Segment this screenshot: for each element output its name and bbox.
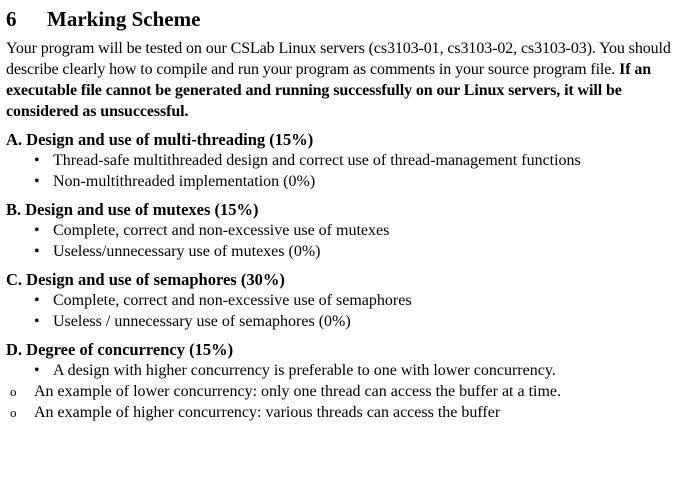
list-item-text: Thread-safe multithreaded design and correct use of thread-management functions	[53, 152, 581, 169]
bullet-list	[6, 290, 690, 332]
sub-bullet-list	[6, 381, 690, 423]
section-heading	[6, 6, 690, 32]
sub-list-item-text: An example of higher concurrency: various threads can access the buffer	[34, 404, 501, 421]
criterion-c	[6, 269, 690, 332]
bullet-list	[6, 220, 690, 262]
bullet-icon: •	[34, 152, 40, 169]
list-item-text: Complete, correct and non-excessive use of semaphores	[53, 292, 412, 309]
sub-list-item	[0, 402, 690, 423]
criterion-title: A. Design and use of multi-threading (15%)	[6, 130, 314, 149]
intro-paragraph	[6, 38, 690, 122]
sub-list-item-text: An example of lower concurrency: only one thread can access the buffer at a time.	[34, 383, 562, 400]
criterion-a	[6, 129, 690, 192]
criterion-b	[6, 199, 690, 262]
criterion-title: B. Design and use of mutexes (15%)	[6, 200, 259, 219]
list-item	[6, 171, 690, 192]
document-page	[6, 0, 690, 423]
bullet-icon: •	[34, 292, 40, 309]
list-item-text: Non-multithreaded implementation (0%)	[53, 173, 316, 190]
bullet-icon: •	[34, 222, 40, 239]
bullet-list	[6, 360, 690, 381]
list-item	[6, 150, 690, 171]
sub-bullet-icon: o	[10, 384, 17, 399]
bullet-icon: •	[34, 313, 40, 330]
criterion-title: C. Design and use of semaphores (30%)	[6, 270, 285, 289]
section-title: Marking Scheme	[47, 7, 201, 31]
intro-text: Your program will be tested on our CSLab Linux servers (cs3103-01, cs3103-02, cs3103-03). You should describe clearly how to compile and run your program as comments in your source program file.	[6, 40, 671, 78]
criterion-d	[6, 339, 690, 423]
bullet-icon: •	[34, 362, 40, 379]
bullet-list	[6, 150, 690, 192]
intro-bold-text: If an executable file cannot be generated and running successfully on our Linux servers, it will be considered as unsuccessful.	[6, 61, 652, 120]
list-item-text: Complete, correct and non-excessive use of mutexes	[53, 222, 390, 239]
list-item	[6, 241, 690, 262]
section-number: 6	[6, 7, 17, 31]
list-item-text: Useless/unnecessary use of mutexes (0%)	[53, 243, 321, 260]
list-item	[6, 290, 690, 311]
list-item	[6, 311, 690, 332]
criterion-title: D. Degree of concurrency (15%)	[6, 340, 234, 359]
list-item-text: Useless / unnecessary use of semaphores (0%)	[53, 313, 351, 330]
bullet-icon: •	[34, 243, 40, 260]
list-item	[6, 220, 690, 241]
sub-bullet-icon: o	[10, 405, 17, 420]
list-item	[6, 360, 690, 381]
list-item-text: A design with higher concurrency is preferable to one with lower concurrency.	[53, 362, 556, 379]
sub-list-item	[0, 381, 690, 402]
bullet-icon: •	[34, 173, 40, 190]
